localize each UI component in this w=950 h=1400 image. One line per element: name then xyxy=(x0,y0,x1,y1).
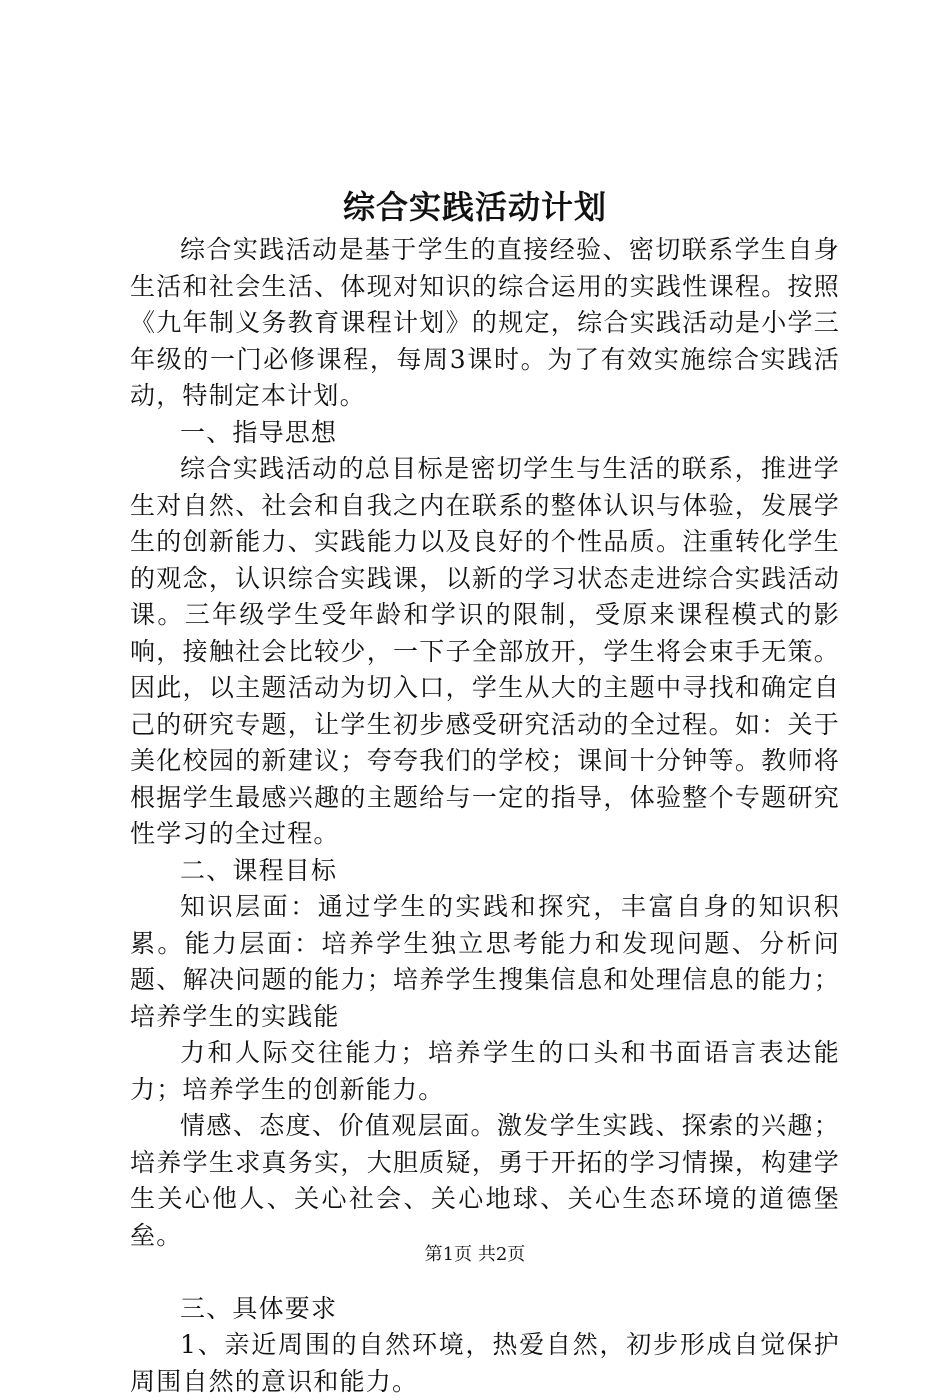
paragraph-requirement-1: 1、亲近周围的自然环境，热爱自然，初步形成自觉保护周围自然的意识和能力。 xyxy=(130,1330,840,1396)
document-body xyxy=(130,232,840,1400)
document-title: 综合实践活动计划 xyxy=(342,188,607,226)
paragraph-intro: 综合实践活动是基于学生的直接经验、密切联系学生自身生活和社会生活、体现对知识的综合运用的实践性课程。按照《九年制义务教育课程计划》的规定，综合实践活动是小学三年级的一门必修课程，每周3课时。为了有效实施综合实践活动，特制定本计划。 xyxy=(130,235,840,410)
page-footer: 第1页 共2页 xyxy=(424,1244,526,1265)
paragraph-emotion-attitude: 情感、态度、价值观层面。激发学生实践、探索的兴趣；培养学生求真务实，大胆质疑，勇于开拓的学习情操，构建学生关心他人、关心社会、关心地球、关心生态环境的道德堡垒。 xyxy=(130,1111,840,1250)
paragraph-guiding-thought: 综合实践活动的总目标是密切学生与生活的联系，推进学生对自然、社会和自我之内在联系的整体认识与体验，发展学生的创新能力、实践能力以及良好的个性品质。注重转化学生的观念，认识综合实践课，以新的学习状态走进综合实践活动课。三年级学生受年龄和学识的限制，受原来课程模式的影响，接触社会比较少，一下子全部放开，学生将会束手无策。因此，以主题活动为切入口，学生从大的主题中寻找和确定自己的研究专题，让学生初步感受研究活动的全过程。如：关于美化校园的新建议；夸夸我们的学校；课间十分钟等。教师将根据学生最感兴趣的主题给与一定的指导，体验整个专题研究性学习的全过程。 xyxy=(130,454,840,848)
heading-specific-requirements: 三、具体要求 xyxy=(180,1293,338,1323)
paragraph-ability-continued: 力和人际交往能力；培养学生的口头和书面语言表达能力；培养学生的创新能力。 xyxy=(130,1038,840,1104)
heading-course-goals: 二、课程目标 xyxy=(180,855,338,885)
paragraph-knowledge-ability: 知识层面：通过学生的实践和探究，丰富自身的知识积累。能力层面：培养学生独立思考能力和发现问题、分析问题、解决问题的能力；培养学生搜集信息和处理信息的能力；培养学生的实践能 xyxy=(130,892,840,1031)
heading-guiding-thought: 一、指导思想 xyxy=(180,417,338,447)
